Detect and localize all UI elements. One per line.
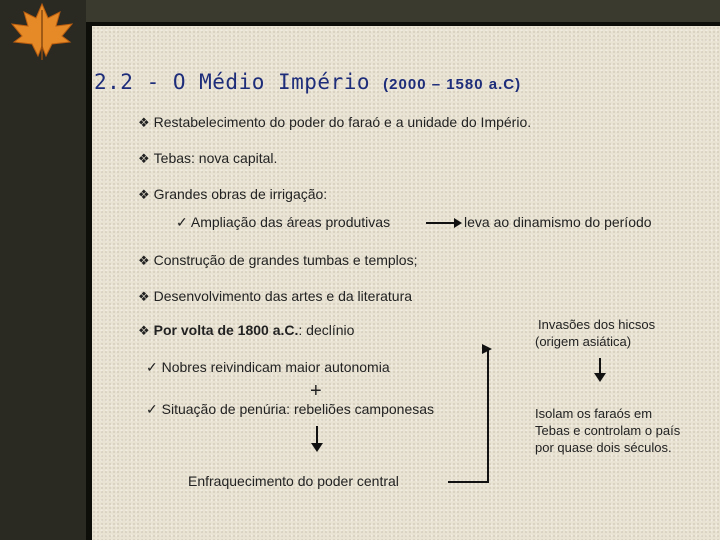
arrow-down-icon — [316, 426, 318, 450]
title-dates: (2000 – 1580 a.C) — [383, 76, 522, 93]
bullet-4: ❖ Construção de grandes tumbas e templos; — [138, 252, 418, 268]
check-item-2: ✓ Situação de penúria: rebeliões camponesas — [146, 401, 435, 417]
diamond-bullet-icon: ❖ — [138, 151, 150, 166]
frame-left — [0, 0, 86, 540]
bullet-2: ❖ Tebas: nova capital. — [138, 150, 278, 166]
maple-leaf-icon — [2, 0, 82, 62]
bullet-3: ❖ Grandes obras de irrigação: — [138, 186, 328, 202]
arrow-right-icon — [426, 216, 462, 230]
diamond-bullet-icon: ❖ — [138, 187, 150, 202]
bullet-1: ❖ Restabelecimento do poder do faraó e a unidade do Império. — [138, 114, 532, 130]
right-note-2-line-3: por quase dois séculos. — [535, 440, 672, 455]
arrow-down-icon — [599, 358, 601, 380]
bullet-5: ❖ Desenvolvimento das artes e da literatura — [138, 288, 413, 304]
plus-sign: + — [310, 380, 322, 402]
bullet-3-result: leva ao dinamismo do período — [464, 214, 652, 230]
right-note-2-line-1: Isolam os faraós em — [535, 406, 653, 421]
diamond-bullet-icon: ❖ — [138, 115, 150, 130]
right-note-1-line-2: (origem asiática) — [535, 334, 632, 349]
diamond-bullet-icon: ❖ — [138, 253, 150, 268]
right-note-2-line-2: Tebas e controlam o país — [535, 423, 681, 438]
frame-top — [86, 0, 720, 22]
diamond-bullet-icon: ❖ — [138, 323, 150, 338]
check-icon: ✓ — [146, 401, 162, 417]
slide-title — [94, 70, 646, 104]
diamond-bullet-icon: ❖ — [138, 289, 150, 304]
check-item-1: ✓ Nobres reivindicam maior autonomia — [146, 359, 390, 375]
bullet-3-sub: ✓ Ampliação das áreas produtivas — [176, 214, 391, 230]
check-icon: ✓ — [176, 214, 191, 230]
title-main: 2.2 - O Médio Império — [94, 70, 371, 94]
connector-arrow-icon — [448, 343, 494, 485]
check-icon: ✓ — [146, 359, 162, 375]
bullet-6: ❖ Por volta de 1800 a.C.: declínio — [138, 322, 355, 338]
right-note-1-line-1: Invasões dos hicsos — [538, 317, 656, 332]
result-text: Enfraquecimento do poder central — [188, 473, 399, 489]
